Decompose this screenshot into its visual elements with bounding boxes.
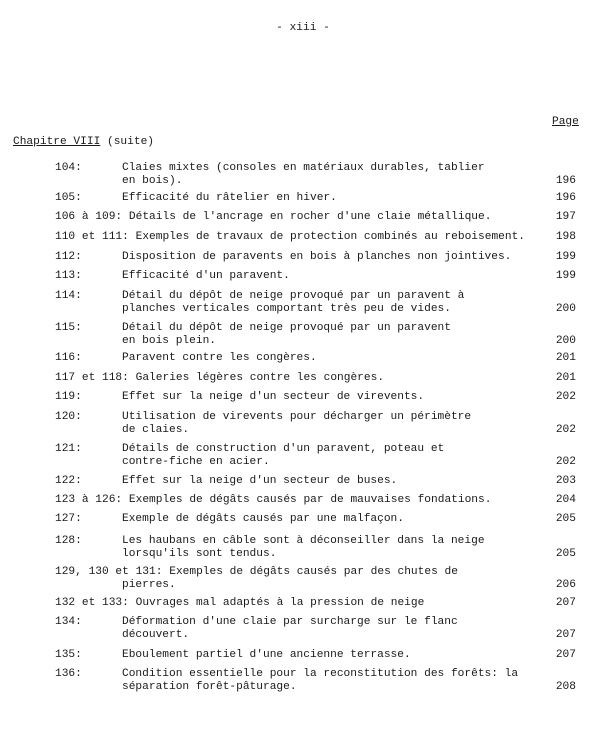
figure-caption-line: contre-fiche en acier. xyxy=(122,455,270,468)
page-number: 207 xyxy=(555,597,576,609)
chapter-title: Chapitre VIII xyxy=(13,136,101,148)
page-number: 198 xyxy=(555,231,576,243)
figure-caption-line: Détail du dépôt de neige provoqué par un paravent xyxy=(122,322,451,334)
figure-caption-line: planches verticales comportant très peu de vides. xyxy=(122,302,451,315)
figure-caption-line: Paravent contre les congères. xyxy=(122,352,317,364)
figure-caption-line: Effet sur la neige d'un secteur de buses. xyxy=(122,475,398,487)
figure-number: 119: xyxy=(55,391,82,403)
figure-number: 121: xyxy=(55,443,82,455)
figure-caption-line: en bois plein. xyxy=(122,334,216,347)
figure-number: 132 et 133: xyxy=(55,597,129,609)
figure-number: 110 et 111: xyxy=(55,231,129,243)
figure-number: 117 et 118: xyxy=(55,372,129,384)
page-column-heading: Page xyxy=(552,116,579,128)
page-number: 203 xyxy=(555,475,576,487)
figure-caption-line: Exemple de dégâts causés par une malfaçon. xyxy=(122,513,404,525)
figure-caption-line: Exemples de dégâts causés par des chutes de xyxy=(169,566,458,578)
figure-caption-line: Exemples de travaux de protection combinés au reboisement. xyxy=(135,231,526,243)
figure-number: 127: xyxy=(55,513,82,525)
figure-number: 113: xyxy=(55,270,82,282)
figure-number: 116: xyxy=(55,352,82,364)
page-number: 201 xyxy=(555,352,576,364)
chapter-heading xyxy=(13,136,154,148)
figure-number: 128: xyxy=(55,535,82,547)
figure-caption-line: Disposition de paravents en bois à planches non jointives. xyxy=(122,251,512,263)
page-number: 207 xyxy=(555,628,576,641)
figure-caption-line: Efficacité d'un paravent. xyxy=(122,270,290,282)
figure-number: 105: xyxy=(55,192,82,204)
figure-caption-line: Détails de l'ancrage en rocher d'une claie métallique. xyxy=(128,211,492,223)
page-number: 202 xyxy=(555,455,576,468)
page-number: 207 xyxy=(555,649,576,661)
chapter-suffix: (suite) xyxy=(100,136,154,148)
figure-caption-line: Condition essentielle pour la reconstitution des forêts: la xyxy=(122,668,519,680)
figure-number: 123 à 126: xyxy=(55,494,123,506)
figure-caption-line: Détails de construction d'un paravent, poteau et xyxy=(122,443,445,455)
figure-caption-line: Détail du dépôt de neige provoqué par un paravent à xyxy=(122,290,465,302)
figure-caption-line: découvert. xyxy=(122,628,190,641)
figure-caption-line: Déformation d'une claie par surcharge sur le flanc xyxy=(122,616,458,628)
page-number: 201 xyxy=(555,372,576,384)
page-number: 200 xyxy=(555,334,576,347)
page-number: 208 xyxy=(555,680,576,693)
figure-number: 115: xyxy=(55,322,82,334)
figure-number: 129, 130 et 131: xyxy=(55,566,163,578)
figure-caption-line: en bois). xyxy=(122,174,183,187)
page-number: 205 xyxy=(555,513,576,525)
figure-caption-line: lorsqu'ils sont tendus. xyxy=(122,547,277,560)
figure-number: 134: xyxy=(55,616,82,628)
figure-number: 136: xyxy=(55,668,82,680)
figure-caption-line: de claies. xyxy=(122,423,190,436)
figure-caption-line: Les haubans en câble sont à déconseiller dans la neige xyxy=(122,535,485,547)
figure-caption-line: Exemples de dégâts causés par de mauvaises fondations. xyxy=(128,494,492,506)
figure-caption-line: Utilisation de virevents pour décharger un périmètre xyxy=(122,411,472,423)
figure-caption-line: Galeries légères contre les congères. xyxy=(135,372,385,384)
figure-caption-line: pierres. xyxy=(122,578,176,591)
figure-number: 122: xyxy=(55,475,82,487)
figure-caption-line: Efficacité du râtelier en hiver. xyxy=(122,192,337,204)
page-number: 199 xyxy=(555,270,576,282)
figure-caption-line: séparation forêt-pâturage. xyxy=(122,680,297,693)
page-number: 197 xyxy=(555,211,576,223)
figure-number: 135: xyxy=(55,649,82,661)
figure-caption-line: Eboulement partiel d'une ancienne terrasse. xyxy=(122,649,411,661)
figure-caption-line: Claies mixtes (consoles en matériaux durables, tablier xyxy=(122,162,485,174)
figure-number: 104: xyxy=(55,162,82,174)
figure-number: 112: xyxy=(55,251,82,263)
figure-number: 114: xyxy=(55,290,82,302)
page-number: 196 xyxy=(555,174,576,187)
figure-number: 106 à 109: xyxy=(55,211,123,223)
page-number: 206 xyxy=(555,578,576,591)
page-number: 199 xyxy=(555,251,576,263)
page-number: 202 xyxy=(555,391,576,403)
page-number-header: - xiii - xyxy=(276,22,330,34)
page-number: 202 xyxy=(555,423,576,436)
figure-number: 120: xyxy=(55,411,82,423)
page-number: 204 xyxy=(555,494,576,506)
page-number: 205 xyxy=(555,547,576,560)
figure-caption-line: Effet sur la neige d'un secteur de virevents. xyxy=(122,391,425,403)
figure-caption-line: Ouvrages mal adaptés à la pression de neige xyxy=(135,597,425,609)
page-number: 200 xyxy=(555,302,576,315)
page-number: 196 xyxy=(555,192,576,204)
